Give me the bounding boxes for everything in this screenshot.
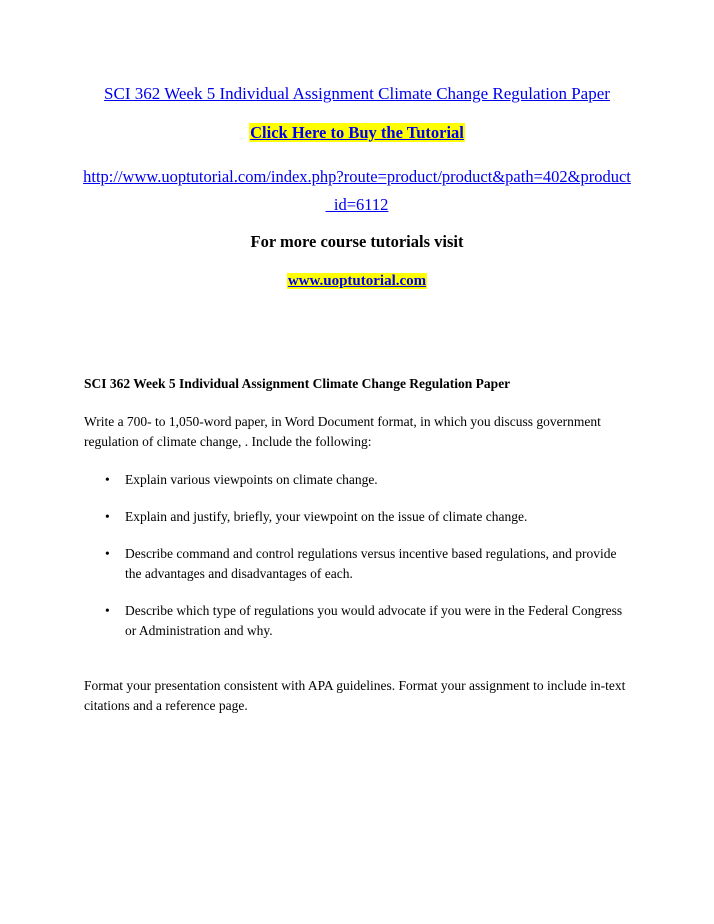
assignment-body: [84, 374, 632, 658]
assignment-intro: Write a 700- to 1,050-word paper, in Word Document format, in which you discuss government regulation of climate change, . Include the following:: [84, 414, 601, 449]
bullet-icon: •: [105, 509, 110, 524]
product-url-link[interactable]: http://www.uoptutorial.com/index.php?route=product/product&path=402&product_id=6112: [83, 167, 631, 214]
list-item-text: Explain various viewpoints on climate change.: [125, 472, 378, 487]
list-item-text: Describe command and control regulations versus incentive based regulations, and provide the advantages and disadvantages of each.: [125, 546, 617, 581]
list-item: [84, 601, 632, 641]
title-link[interactable]: SCI 362 Week 5 Individual Assignment Climate Change Regulation Paper: [104, 84, 610, 103]
list-item-text: Describe which type of regulations you would advocate if you were in the Federal Congress or Administration and why.: [125, 603, 623, 638]
list-item: [84, 544, 632, 584]
bullet-icon: •: [105, 472, 110, 487]
site-link[interactable]: www.uoptutorial.com: [287, 273, 427, 289]
bullet-icon: •: [105, 603, 110, 618]
bullet-icon: •: [105, 546, 110, 561]
more-tutorials-text: For more course tutorials visit: [250, 232, 464, 251]
format-instructions: Format your presentation consistent with APA guidelines. Format your assignment to include in-text citations and a reference page.: [84, 678, 626, 713]
list-item-text: Explain and justify, briefly, your viewpoint on the issue of climate change.: [125, 509, 528, 524]
buy-link-container: [0, 123, 714, 143]
requirements-list: [84, 470, 632, 641]
list-item: [84, 470, 632, 490]
assignment-heading: SCI 362 Week 5 Individual Assignment Climate Change Regulation Paper: [84, 376, 511, 391]
list-item: [84, 507, 632, 527]
site-link-container: [0, 272, 714, 290]
buy-tutorial-link[interactable]: Click Here to Buy the Tutorial: [250, 123, 464, 142]
